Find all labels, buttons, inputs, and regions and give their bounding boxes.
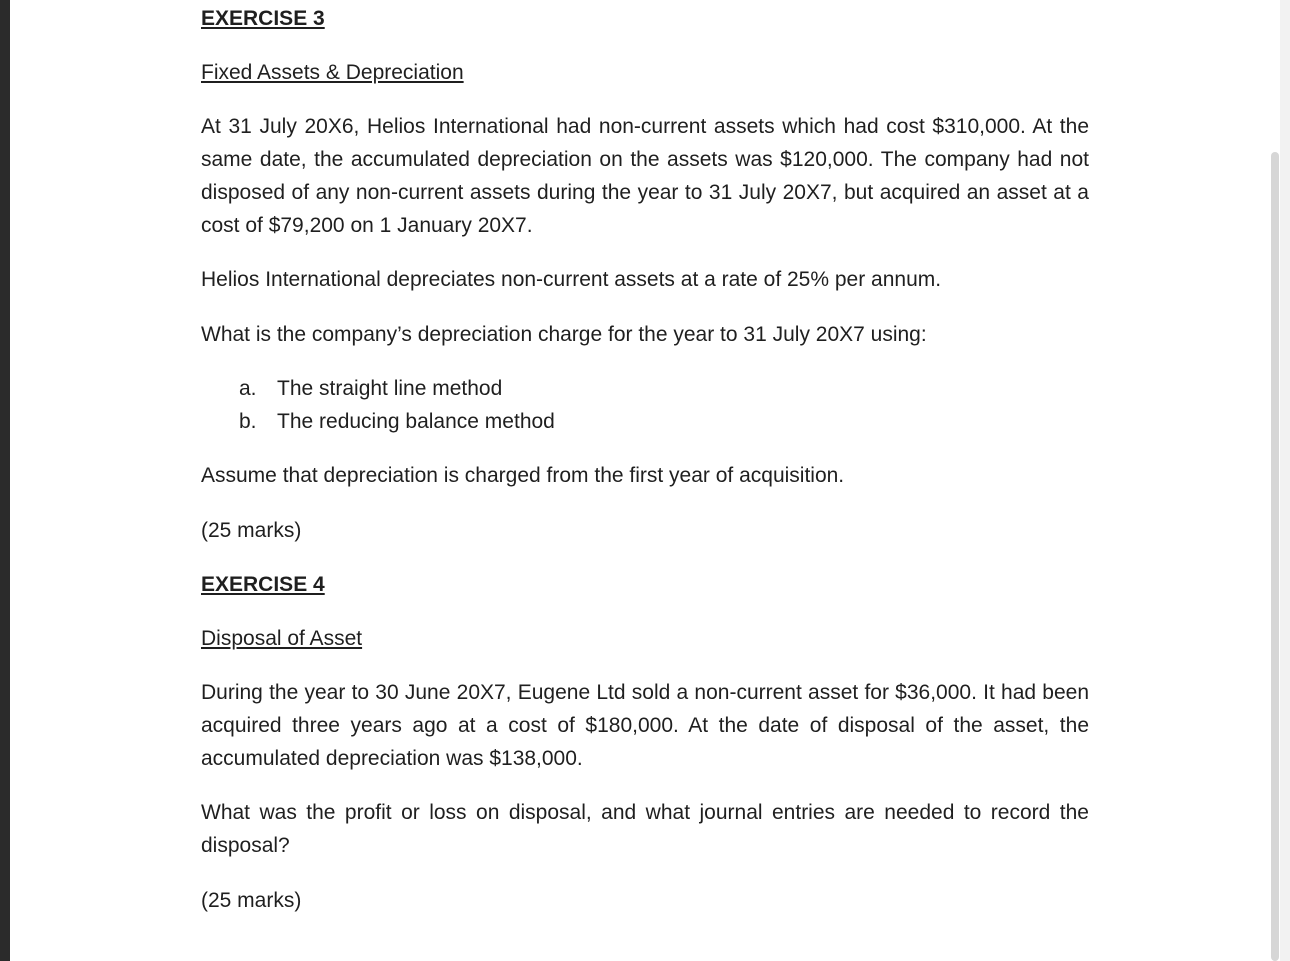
exercise-3-paragraph: At 31 July 20X6, Helios International had non-current assets which had cost $310,000. At the same date, the accumulated depreciation on the assets was $120,000. The company had not disposed of any non-current assets during the year to 31 July 20X7, but acquired an asset at a cost of $79,200 on 1 January 20X7.: [201, 115, 1089, 237]
scrollbar-thumb[interactable]: [1271, 152, 1279, 961]
exercise-3-assumption: Assume that depreciation is charged from the first year of acquisition.: [201, 464, 845, 487]
exercise-4-marks: (25 marks): [201, 889, 302, 912]
list-item: [201, 405, 1089, 438]
exercise-3-rate-statement: Helios International depreciates non-current assets at a rate of 25% per annum.: [201, 268, 942, 291]
exercise-4-question: What was the profit or loss on disposal, and what journal entries are needed to record the disposal?: [201, 801, 1089, 857]
list-item-text: The reducing balance method: [277, 410, 555, 433]
scrollbar-track[interactable]: [1280, 0, 1290, 961]
exercise-3-question: What is the company’s depreciation charge for the year to 31 July 20X7 using:: [201, 323, 927, 346]
list-item-text: The straight line method: [277, 377, 503, 400]
exercise-4-heading: EXERCISE 4: [201, 573, 325, 596]
exercise-3-subheading: Fixed Assets & Depreciation: [201, 61, 464, 84]
exercise-4-subheading: Disposal of Asset: [201, 627, 363, 650]
list-marker: b.: [239, 410, 257, 433]
list-item: [201, 372, 1089, 405]
list-marker: a.: [239, 377, 257, 400]
document-page: [10, 0, 1280, 961]
method-list: [201, 372, 1089, 438]
exercise-4-paragraph: During the year to 30 June 20X7, Eugene Ltd sold a non-current asset for $36,000. It had been acquired three years ago at a cost of $180,000. At the date of disposal of the asset, the accumulated depreciation was $138,000.: [201, 681, 1089, 770]
exercise-3-marks: (25 marks): [201, 519, 302, 542]
exercise-3-heading: EXERCISE 3: [201, 7, 325, 30]
